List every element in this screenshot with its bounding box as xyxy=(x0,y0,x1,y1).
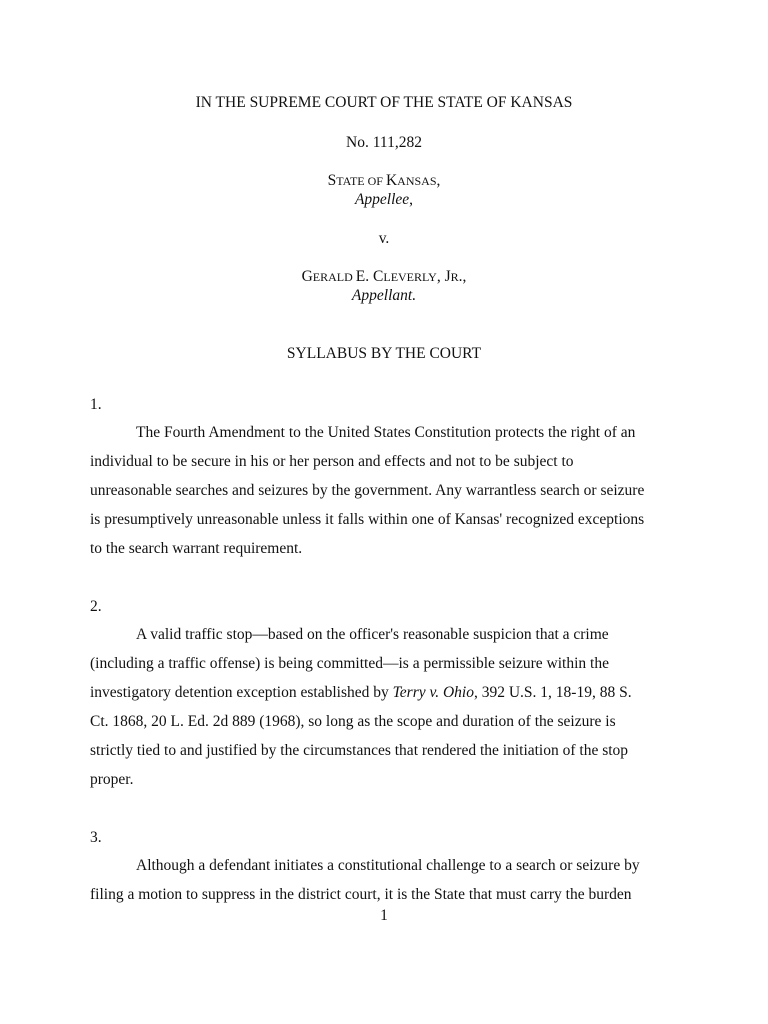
appellee-role xyxy=(0,191,768,209)
appellant-name-cap-2: E. C xyxy=(355,268,384,285)
point-1-line-1: The Fourth Amendment to the United States Constitution protects the right of an xyxy=(136,424,636,441)
point-2-line-5: strictly tied to and justified by the circumstances that rendered the initiation of the stop xyxy=(90,742,629,759)
appellee-name-cap-1: S xyxy=(327,172,337,189)
case-number: No. 111,282 xyxy=(346,134,422,151)
appellant-name xyxy=(0,268,768,286)
point-1-line-2: individual to be secure in his or her person and effects and not to be subject to xyxy=(90,453,574,470)
case-citation-terry: Terry v. Ohio xyxy=(392,684,474,701)
appellant-name-suffix: ., xyxy=(458,268,467,285)
appellant-name-rest-3: R xyxy=(450,270,459,284)
point-2-line-3 xyxy=(90,684,632,702)
page-number: 1 xyxy=(380,907,388,924)
versus: v. xyxy=(378,230,390,247)
appellant-name-rest-1: ERALD xyxy=(312,270,356,284)
point-2-line-6: proper. xyxy=(90,771,134,788)
point-2-line-3-text: investigatory detention exception established by xyxy=(90,684,393,701)
appellee-name xyxy=(0,172,768,190)
point-3-line-2: filing a motion to suppress in the district court, it is the State that must carry the burden xyxy=(90,886,632,903)
appellant-role xyxy=(0,287,768,305)
point-2-line-3-cite: , 392 U.S. 1, 18-19, 88 S. xyxy=(473,684,632,701)
appellant-name-cap-1: G xyxy=(301,268,313,285)
court-caption: IN THE SUPREME COURT OF THE STATE OF KANSAS xyxy=(195,94,573,111)
point-number-2: 2. xyxy=(90,598,102,615)
appellee-name-cap-2: K xyxy=(385,172,398,189)
appellant-name-rest-2: LEVERLY xyxy=(383,270,437,284)
point-number-3: 3. xyxy=(90,829,102,846)
appellee-name-rest-2: ANSAS xyxy=(397,174,437,188)
point-3-line-1: Although a defendant initiates a constitutional challenge to a search or seizure by xyxy=(136,857,640,874)
point-number-1: 1. xyxy=(90,396,102,413)
appellee-role-suffix: , xyxy=(409,191,414,208)
point-2-line-1: A valid traffic stop—based on the officer's reasonable suspicion that a crime xyxy=(136,626,609,643)
point-1-line-3: unreasonable searches and seizures by the government. Any warrantless search or seizure xyxy=(90,482,645,499)
appellee-name-rest-1: TATE OF xyxy=(336,174,386,188)
point-1-line-5: to the search warrant requirement. xyxy=(90,540,303,557)
appellee-name-suffix: , xyxy=(436,172,441,189)
appellant-name-cap-3: , J xyxy=(436,268,451,285)
point-2-line-4: Ct. 1868, 20 L. Ed. 2d 889 (1968), so long as the scope and duration of the seizure is xyxy=(90,713,616,730)
appellant-role-text: Appellant. xyxy=(351,287,417,304)
point-2-line-2: (including a traffic offense) is being committed—is a permissible seizure within the xyxy=(90,655,609,672)
syllabus-heading: SYLLABUS BY THE COURT xyxy=(286,345,482,362)
point-1-line-4: is presumptively unreasonable unless it falls within one of Kansas' recognized exceptions xyxy=(90,511,645,528)
appellee-role-text: Appellee xyxy=(354,191,410,208)
